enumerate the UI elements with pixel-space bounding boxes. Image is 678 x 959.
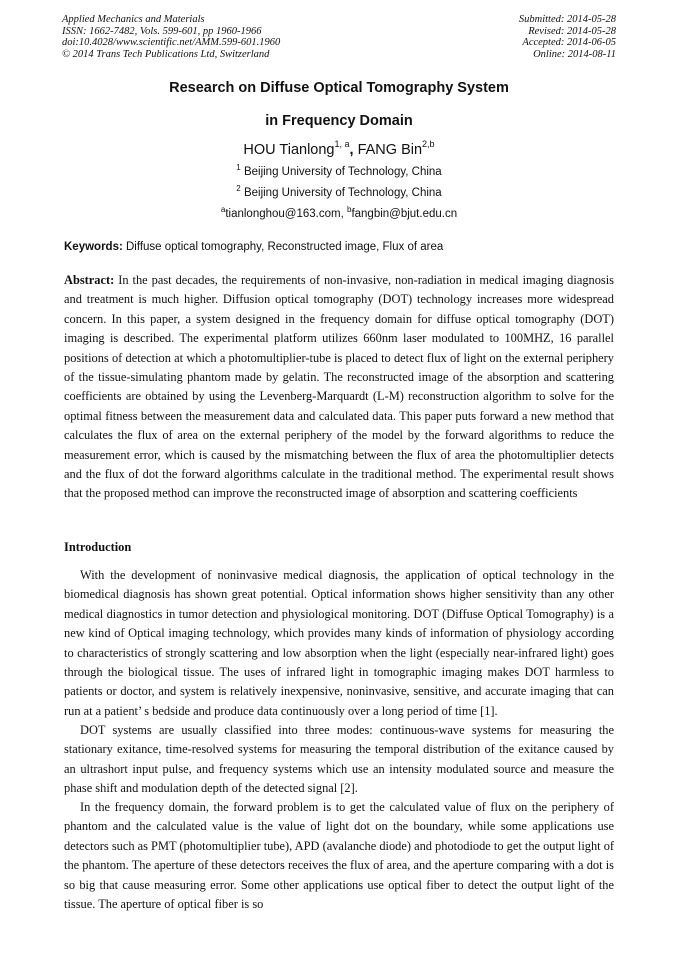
doi-line: doi:10.4028/www.scientific.net/AMM.599-601.1960 [62, 37, 281, 48]
revised-date: Revised: 2014-05-28 [528, 25, 616, 37]
online-date: Online: 2014-08-11 [533, 48, 616, 60]
author-1-name: HOU Tianlong [243, 142, 335, 158]
author-2-sup: 2,b [422, 139, 435, 149]
author-2-name: FANG Bin [357, 142, 423, 158]
affiliation-2-sup: 2 [236, 184, 241, 193]
issn-line: ISSN: 1662-7482, Vols. 599-601, pp 1960-1966 [62, 25, 262, 37]
affiliation-1-sup: 1 [236, 163, 241, 172]
section-heading-introduction: Introduction [64, 540, 132, 554]
affiliation-1 [0, 163, 678, 178]
author-emails [0, 205, 678, 220]
submission-dates [519, 14, 616, 60]
email-a-sup: a [220, 205, 226, 214]
intro-paragraph-1: With the development of noninvasive medical diagnosis, the application of optical technology in the biomedical diagnosis has shown great potential. Optical information shows higher sensitivity than any other medical diagnostics in tumor detection and physiological monitoring. DOT (Diffuse Optical Tomography) is a new kind of Optical imaging technology, which provides many kinds of information of physiology according to characteristics of strongly scattering and low absorption when the light (especially near-infrared light) goes through the biological tissue. The uses of infrared light in tomographic imaging makes DOT harmless to patients or doctor, and system is relatively inexpensive, noninvasive, sensitive, and accurate imaging that can run at a patient’ s bedside and produce data continuously over a long period of time [1]. [64, 568, 614, 718]
email-b: fangbin@bjut.edu.cn [351, 208, 458, 220]
author-1-sup: 1, a [334, 139, 350, 149]
abstract [64, 271, 614, 504]
copyright-line: © 2014 Trans Tech Publications Ltd, Switzerland [62, 48, 270, 60]
paper-title-line-2: in Frequency Domain [265, 113, 413, 129]
intro-paragraph-3: In the frequency domain, the forward problem is to get the calculated value of flux on the periphery of phantom and the calculated value is the value of light dot on the boundary, while some applications use detectors such as PMT (photomultiplier tube), APD (avalanche diode) and photodiode to get the output light of the phantom. The aperture of these detectors receives the flux of area, and the aperture comparing with a dot is so big that cause measuring error. Some other applications use optical fiber to detect the output light of the tissue. The aperture of optical fiber is so [64, 800, 615, 912]
keywords [64, 241, 614, 253]
keywords-label: Keywords: [64, 241, 123, 253]
author-separator: , [349, 142, 358, 158]
abstract-label: Abstract: [64, 273, 115, 287]
submitted-date: Submitted: 2014-05-28 [518, 14, 616, 25]
author-list [0, 139, 678, 158]
paper-title-line-1: Research on Diffuse Optical Tomography System [169, 80, 509, 96]
email-b-sup: b [346, 205, 352, 214]
keywords-text: Diffuse optical tomography, Reconstructed image, Flux of area [122, 241, 444, 253]
abstract-text: In the past decades, the requirements of non-invasive, non-radiation in medical imaging diagnosis and treatment is much higher. Diffusion optical tomography (DOT) technology increases more widespread concern. In this paper, a system designed in the frequency domain for diffuse optical tomography (DOT) imaging is described. The experimental platform utilizes 660nm laser modulated to 100MHZ, 16 parallel positions of detection at which a photomultiplier-tube is placed to detect flux of light on the external periphery of the tissue-simulating phantom made by gelatin. The reconstructed image of the absorption and scattering coefficients are obtained by using the Levenberg-Marquardt (L-M) reconstruction algorithm to solve for the optimal fitness between the measurement data and calculated data. This paper puts forward a new method that calculates the flux of area on the external periphery of the model by the forward algorithms to reduce the measurement error, which is caused by the mismatching between the flux of area the photomultiplier detects and the flux of dot the forward algorithms calculate in the traditional method. The experimental result shows that the proposed method can improve the reconstructed image of absorption and scattering coefficients [64, 273, 614, 501]
email-a: tianlonghou@163.com, [225, 208, 347, 220]
affiliation-2 [0, 184, 678, 199]
intro-paragraph-2: DOT systems are usually classified into three modes: continuous-wave systems for measuring the stationary exitance, time-resolved systems for measuring the temporal distribution of the exitance caused by an ultrashort input pulse, and frequency systems which use an intensity modulated source and measure the phase shift and modulation depth of the detected signal [2]. [64, 723, 614, 796]
journal-name: Applied Mechanics and Materials [62, 14, 205, 25]
accepted-date: Accepted: 2014-06-05 [522, 37, 616, 48]
journal-info [62, 14, 280, 60]
affiliation-1-text: Beijing University of Technology, China [240, 166, 442, 178]
affiliation-2-text: Beijing University of Technology, China [240, 187, 442, 199]
